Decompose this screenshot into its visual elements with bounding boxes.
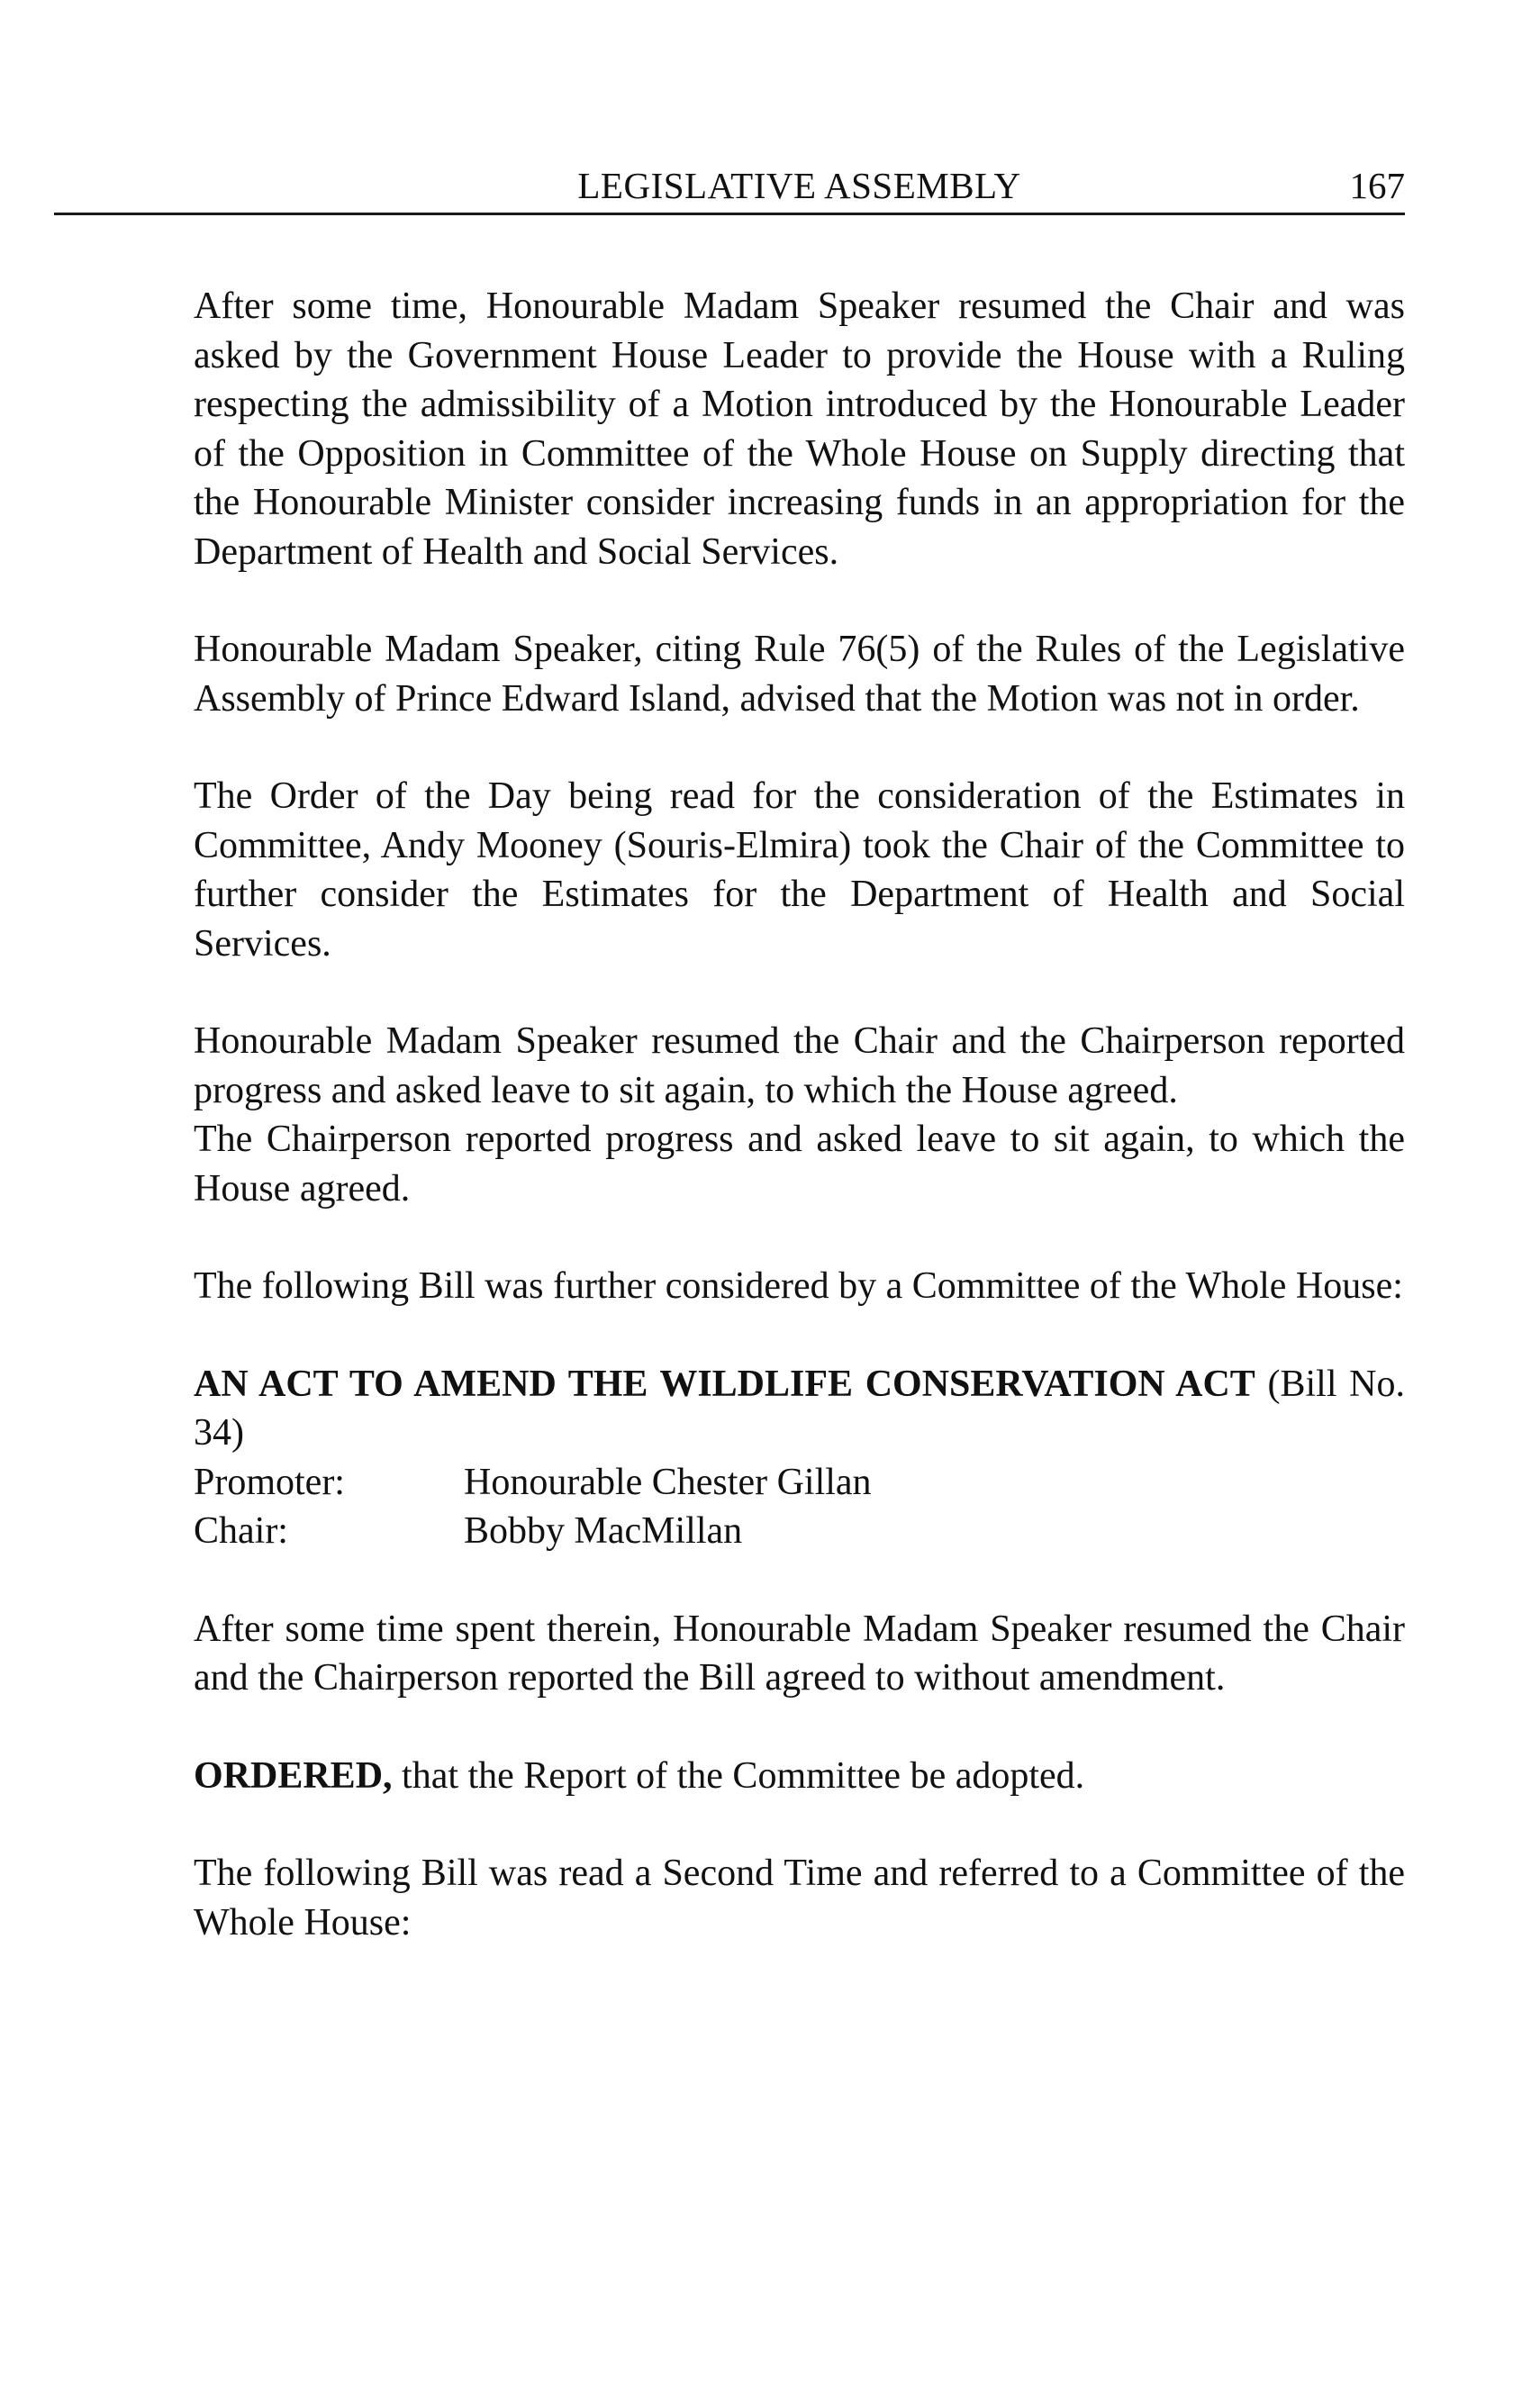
bill-number: (Bill No. 34): [194, 1363, 1406, 1454]
paragraph-ruling: Honourable Madam Speaker, citing Rule 76(5) of the Rules of the Legislative Assembly of Prince Edward Island, advised that the Motion was not in order.: [194, 629, 1405, 720]
chair-value: Bobby MacMillan: [464, 1510, 743, 1552]
paragraph-estimates: The Order of the Day being read for the consideration of the Estimates in Committee, Andy Mooney (Souris-Elmira) took the Chair of the Committee to further consider the Estimates for the Department of Health and Social Services.: [194, 775, 1405, 965]
paragraph-ruling-request: After some time, Honourable Madam Speaker resumed the Chair and was asked by the Government House Leader to provide the House with a Ruling respecting the admissibility of a Motion introduced by the Honourable Leader of the Opposition in Committee of the Whole House on Supply directing that the Honourable Minister consider increasing funds in an appropriation for the Department of Health and Social Services.: [194, 285, 1405, 573]
document-page: [194, 153, 1405, 1996]
ordered-label: ORDERED,: [194, 1754, 393, 1797]
bill-heading: [194, 1360, 1405, 1458]
running-header: [54, 153, 1405, 215]
paragraph-second-reading: The following Bill was read a Second Time and referred to a Committee of the Whole House:: [194, 1853, 1405, 1944]
chair-label: Chair:: [194, 1510, 288, 1552]
promoter-label: Promoter:: [194, 1461, 345, 1503]
progress-line-1: Honourable Madam Speaker resumed the Chair and the Chairperson reported progress and asked leave to sit again, to which the House agreed.: [194, 1020, 1405, 1111]
bill-block: [194, 1360, 1405, 1556]
paragraph-bill-considered: The following Bill was further considered by a Committee of the Whole House:: [194, 1265, 1403, 1307]
page-number: 167: [1349, 165, 1405, 206]
ordered-text: that the Report of the Committee be adopted.: [392, 1754, 1085, 1797]
bill-title: AN ACT TO AMEND THE WILDLIFE CONSERVATION ACT: [194, 1363, 1255, 1405]
paragraph-ordered: [194, 1752, 1405, 1801]
bill-roles: [194, 1458, 1405, 1556]
promoter-value: Honourable Chester Gillan: [464, 1461, 872, 1503]
header-title: LEGISLATIVE ASSEMBLY: [577, 165, 1021, 206]
progress-line-2: The Chairperson reported progress and asked leave to sit again, to which the House agreed.: [194, 1119, 1405, 1210]
paragraph-progress: [194, 1017, 1405, 1213]
paragraph-agreed: After some time spent therein, Honourable Madam Speaker resumed the Chair and the Chairperson reported the Bill agreed to without amendment.: [194, 1608, 1405, 1699]
